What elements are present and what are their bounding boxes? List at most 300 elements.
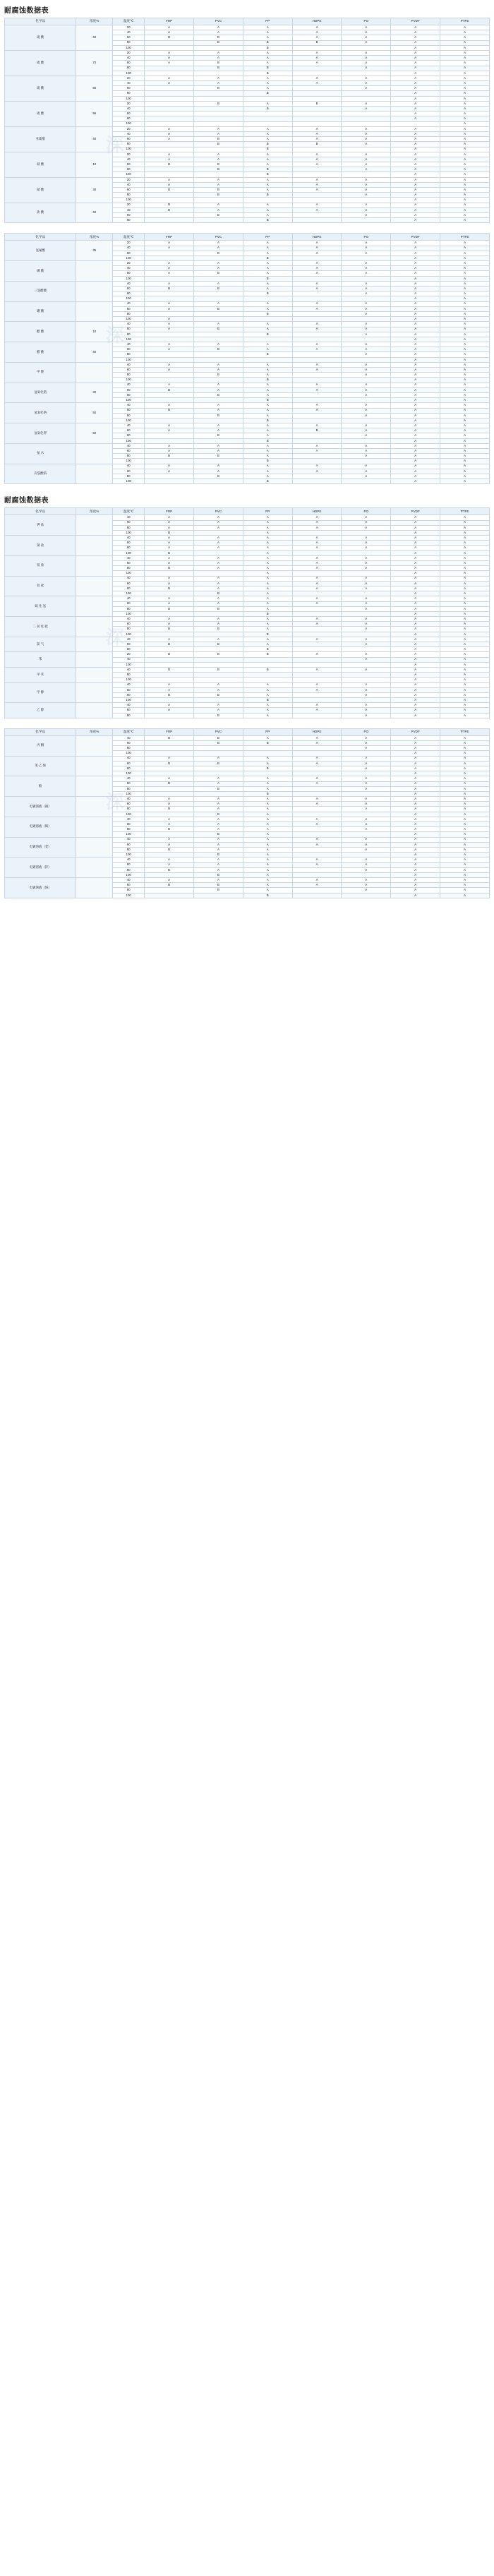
resistance-cell: B <box>194 271 243 276</box>
resistance-cell: A <box>342 867 391 872</box>
table-row <box>5 555 490 560</box>
resistance-cell: B <box>243 479 292 484</box>
resistance-cell: A <box>145 857 194 862</box>
resistance-cell: A <box>391 261 440 266</box>
resistance-cell <box>292 632 342 637</box>
resistance-cell: A <box>243 591 292 596</box>
resistance-cell: A <box>342 50 391 55</box>
section-table-1 <box>0 4 494 223</box>
resistance-cell <box>292 86 342 91</box>
temperature-value: 100 <box>113 791 145 796</box>
resistance-cell <box>194 632 243 637</box>
resistance-cell: A <box>391 332 440 337</box>
temperature-value: 60 <box>113 781 145 786</box>
resistance-cell: A <box>243 812 292 817</box>
resistance-cell: A <box>342 692 391 697</box>
temperature-value: 100 <box>113 147 145 152</box>
table-row <box>5 443 490 448</box>
resistance-cell: A <box>342 566 391 571</box>
resistance-cell <box>342 832 391 837</box>
resistance-cell <box>292 673 342 678</box>
concentration-value <box>76 617 113 637</box>
resistance-cell: A <box>342 657 391 662</box>
resistance-cell: A <box>440 627 490 632</box>
resistance-cell: A <box>391 311 440 316</box>
resistance-cell: A <box>292 403 342 408</box>
resistance-cell: A <box>342 251 391 255</box>
resistance-cell: A <box>440 147 490 152</box>
concentration-value <box>76 596 113 617</box>
resistance-cell <box>292 611 342 616</box>
temperature-value: 40 <box>113 576 145 581</box>
resistance-cell: A <box>391 373 440 378</box>
temperature-value: 40 <box>113 403 145 408</box>
resistance-cell <box>194 172 243 177</box>
resistance-cell: A <box>292 157 342 162</box>
resistance-cell: A <box>292 667 342 672</box>
resistance-cell: A <box>243 408 292 413</box>
resistance-cell: A <box>342 601 391 606</box>
resistance-cell <box>292 398 342 403</box>
resistance-cell: B <box>243 652 292 657</box>
resistance-cell: A <box>145 327 194 332</box>
resistance-cell: A <box>391 203 440 207</box>
resistance-cell: A <box>243 627 292 632</box>
resistance-cell <box>194 662 243 667</box>
resistance-cell: A <box>440 311 490 316</box>
temperature-value: 60 <box>113 162 145 167</box>
resistance-cell: A <box>243 862 292 867</box>
resistance-cell: A <box>243 756 292 761</box>
concentration-value <box>76 362 113 383</box>
resistance-cell: A <box>292 81 342 86</box>
resistance-cell: A <box>440 152 490 157</box>
resistance-cell: A <box>243 25 292 30</box>
resistance-cell: A <box>243 703 292 708</box>
resistance-cell <box>292 167 342 172</box>
resistance-cell <box>243 771 292 776</box>
table-row <box>5 596 490 601</box>
resistance-cell: A <box>391 387 440 392</box>
resistance-cell: B <box>243 291 292 296</box>
resistance-cell <box>292 373 342 378</box>
resistance-cell <box>145 311 194 316</box>
temperature-value: 40 <box>113 596 145 601</box>
column-header-6: HDPE <box>292 508 342 515</box>
resistance-cell: A <box>342 61 391 66</box>
resistance-cell: A <box>243 30 292 35</box>
resistance-cell: A <box>342 188 391 193</box>
resistance-cell: A <box>292 776 342 781</box>
column-header-8: PVDF <box>391 508 440 515</box>
resistance-cell: B <box>194 347 243 352</box>
resistance-cell: A <box>440 479 490 484</box>
resistance-cell: A <box>440 657 490 662</box>
resistance-cell: A <box>145 428 194 433</box>
concentration-value: 40 <box>76 203 113 223</box>
temperature-value: 40 <box>113 617 145 622</box>
resistance-cell: A <box>194 203 243 207</box>
resistance-cell: A <box>391 698 440 703</box>
resistance-cell <box>243 198 292 203</box>
resistance-cell: A <box>292 708 342 713</box>
resistance-cell: A <box>243 261 292 266</box>
resistance-cell: A <box>342 291 391 296</box>
chemical-name: 醋 酸 <box>5 342 76 363</box>
resistance-cell: A <box>440 454 490 459</box>
resistance-cell: A <box>342 822 391 827</box>
resistance-cell: A <box>342 76 391 80</box>
temperature-value: 60 <box>113 271 145 276</box>
resistance-cell: A <box>391 35 440 40</box>
resistance-cell: A <box>342 561 391 566</box>
resistance-cell: A <box>391 255 440 260</box>
resistance-cell <box>243 746 292 751</box>
resistance-cell: A <box>243 368 292 373</box>
resistance-cell: A <box>440 632 490 637</box>
resistance-cell: A <box>145 576 194 581</box>
resistance-cell: A <box>145 837 194 842</box>
resistance-cell: A <box>342 203 391 207</box>
temperature-value: 60 <box>113 883 145 888</box>
resistance-cell <box>292 337 342 342</box>
resistance-cell: A <box>194 576 243 581</box>
resistance-cell: A <box>391 822 440 827</box>
resistance-cell <box>145 101 194 106</box>
resistance-cell: A <box>145 126 194 131</box>
temperature-value: 80 <box>113 474 145 479</box>
resistance-cell: A <box>342 137 391 142</box>
resistance-cell: A <box>391 703 440 708</box>
resistance-cell: A <box>342 586 391 591</box>
temperature-value: 60 <box>113 251 145 255</box>
temperature-value: 40 <box>113 555 145 560</box>
resistance-cell: A <box>292 862 342 867</box>
temperature-value: 60 <box>113 368 145 373</box>
resistance-cell: A <box>243 713 292 718</box>
resistance-cell: A <box>342 408 391 413</box>
resistance-cell <box>145 766 194 771</box>
resistance-cell: A <box>145 137 194 142</box>
resistance-cell: A <box>342 617 391 622</box>
resistance-cell: A <box>440 591 490 596</box>
resistance-cell: A <box>391 746 440 751</box>
resistance-cell <box>292 352 342 357</box>
resistance-cell: B <box>243 647 292 652</box>
chemical-name: 电镀溶液（锌） <box>5 857 76 878</box>
resistance-cell: A <box>243 281 292 286</box>
resistance-cell: A <box>292 525 342 530</box>
resistance-cell: B <box>243 766 292 771</box>
resistance-cell: A <box>292 449 342 454</box>
temperature-value: 20 <box>113 76 145 80</box>
resistance-cell: B <box>145 652 194 657</box>
resistance-cell: A <box>292 251 342 255</box>
resistance-cell: A <box>391 530 440 535</box>
resistance-cell <box>145 276 194 281</box>
resistance-cell: A <box>243 761 292 766</box>
resistance-cell: B <box>194 40 243 45</box>
resistance-cell: A <box>243 266 292 271</box>
resistance-cell: A <box>391 152 440 157</box>
resistance-cell: A <box>145 362 194 367</box>
temperature-value: 60 <box>113 642 145 647</box>
resistance-cell <box>145 713 194 718</box>
concentration-value: 50 <box>76 403 113 423</box>
table-row <box>5 776 490 781</box>
resistance-cell: A <box>243 86 292 91</box>
resistance-cell: A <box>292 878 342 883</box>
resistance-cell: B <box>145 807 194 812</box>
temperature-value: 100 <box>113 678 145 682</box>
resistance-cell: A <box>342 687 391 692</box>
resistance-cell: A <box>243 687 292 692</box>
resistance-cell: A <box>342 449 391 454</box>
resistance-cell: A <box>243 212 292 217</box>
resistance-cell: B <box>145 781 194 786</box>
resistance-cell: A <box>342 781 391 786</box>
column-header-3: FRP <box>145 728 194 735</box>
resistance-cell: A <box>194 177 243 182</box>
resistance-cell: A <box>342 708 391 713</box>
resistance-cell: A <box>440 687 490 692</box>
resistance-cell: A <box>292 131 342 136</box>
resistance-cell <box>342 337 391 342</box>
resistance-cell: A <box>391 827 440 832</box>
resistance-cell: A <box>194 182 243 187</box>
resistance-cell: A <box>342 596 391 601</box>
resistance-cell <box>145 142 194 147</box>
resistance-cell: A <box>292 301 342 306</box>
resistance-cell <box>342 479 391 484</box>
temperature-value: 80 <box>113 827 145 832</box>
temperature-value: 60 <box>113 802 145 807</box>
column-header-8: PVDF <box>391 728 440 735</box>
resistance-cell: A <box>342 301 391 306</box>
resistance-cell <box>292 296 342 301</box>
resistance-cell <box>145 45 194 50</box>
column-header-1: 浓度% <box>76 728 113 735</box>
resistance-cell: A <box>342 81 391 86</box>
column-header-9: PTFE <box>440 18 490 25</box>
column-header-4: PVC <box>194 18 243 25</box>
temperature-value: 60 <box>113 822 145 827</box>
resistance-cell <box>145 413 194 418</box>
resistance-cell: A <box>145 862 194 867</box>
chemical-name: 硝 酸 <box>5 152 76 177</box>
resistance-cell: A <box>440 713 490 718</box>
resistance-cell: A <box>292 56 342 61</box>
resistance-cell: A <box>145 776 194 781</box>
temperature-value: 100 <box>113 418 145 423</box>
temperature-value: 40 <box>113 515 145 520</box>
resistance-cell: A <box>440 193 490 198</box>
resistance-cell: A <box>194 827 243 832</box>
resistance-cell <box>145 771 194 776</box>
temperature-value: 40 <box>113 857 145 862</box>
temperature-value: 60 <box>113 842 145 847</box>
resistance-cell: A <box>292 601 342 606</box>
resistance-cell <box>145 112 194 116</box>
resistance-cell: A <box>440 520 490 525</box>
temperature-value: 60 <box>113 520 145 525</box>
resistance-cell: A <box>440 883 490 888</box>
resistance-cell <box>145 746 194 751</box>
temperature-value: 60 <box>113 86 145 91</box>
resistance-cell: A <box>342 56 391 61</box>
resistance-cell: B <box>194 652 243 657</box>
resistance-cell: A <box>292 25 342 30</box>
concentration-value <box>76 797 113 817</box>
resistance-cell: A <box>440 469 490 474</box>
resistance-cell: A <box>342 433 391 438</box>
resistance-cell: A <box>440 550 490 555</box>
column-header-3: FRP <box>145 234 194 241</box>
resistance-cell: A <box>391 281 440 286</box>
resistance-cell: A <box>391 126 440 131</box>
resistance-cell <box>342 678 391 682</box>
resistance-cell: B <box>194 761 243 766</box>
resistance-cell: A <box>145 469 194 474</box>
resistance-cell: A <box>440 218 490 223</box>
temperature-value: 80 <box>113 888 145 893</box>
resistance-cell <box>391 121 440 126</box>
resistance-cell: B <box>243 167 292 172</box>
resistance-cell: A <box>391 433 440 438</box>
resistance-cell: A <box>342 862 391 867</box>
resistance-cell: A <box>440 735 490 740</box>
resistance-cell: A <box>391 107 440 112</box>
resistance-cell: A <box>391 878 440 883</box>
resistance-cell <box>194 746 243 751</box>
resistance-cell <box>292 413 342 418</box>
temperature-value: 60 <box>113 687 145 692</box>
resistance-cell: A <box>391 541 440 546</box>
temperature-value: 60 <box>113 561 145 566</box>
resistance-cell: A <box>243 576 292 581</box>
resistance-cell: A <box>342 131 391 136</box>
temperature-value: 100 <box>113 662 145 667</box>
resistance-cell: B <box>292 40 342 45</box>
column-header-2: 温度℃ <box>113 18 145 25</box>
resistance-cell: A <box>145 802 194 807</box>
resistance-cell: A <box>440 857 490 862</box>
chemical-name: 电镀溶液（镍） <box>5 817 76 837</box>
resistance-cell: A <box>440 611 490 616</box>
concentration-value: 30 <box>76 177 113 203</box>
resistance-cell: A <box>391 317 440 322</box>
resistance-cell: A <box>292 622 342 627</box>
resistance-cell: B <box>243 66 292 71</box>
resistance-cell: A <box>194 157 243 162</box>
resistance-cell: A <box>243 776 292 781</box>
resistance-cell: A <box>194 781 243 786</box>
resistance-cell: A <box>440 362 490 367</box>
resistance-cell <box>145 193 194 198</box>
resistance-cell: A <box>391 647 440 652</box>
resistance-cell: A <box>194 802 243 807</box>
chemical-name: 电镀溶液（铜） <box>5 797 76 817</box>
temperature-value: 100 <box>113 893 145 898</box>
resistance-cell: A <box>391 687 440 692</box>
temperature-value: 20 <box>113 101 145 106</box>
resistance-cell: B <box>243 91 292 96</box>
resistance-cell <box>145 357 194 362</box>
resistance-cell <box>145 418 194 423</box>
resistance-cell <box>292 766 342 771</box>
resistance-cell <box>292 872 342 877</box>
resistance-cell: A <box>391 617 440 622</box>
resistance-cell <box>342 632 391 637</box>
resistance-cell: B <box>194 188 243 193</box>
resistance-cell: A <box>243 561 292 566</box>
resistance-cell: A <box>391 847 440 852</box>
chemical-name: 硫 酸 <box>5 76 76 101</box>
resistance-cell <box>145 812 194 817</box>
resistance-cell: B <box>243 459 292 464</box>
resistance-cell: A <box>391 25 440 30</box>
resistance-cell: B <box>194 327 243 332</box>
resistance-cell: A <box>292 61 342 66</box>
resistance-cell: A <box>391 241 440 246</box>
resistance-cell: A <box>391 342 440 347</box>
resistance-cell <box>292 847 342 852</box>
resistance-cell: A <box>243 853 292 857</box>
temperature-value: 20 <box>113 152 145 157</box>
resistance-cell: A <box>145 423 194 428</box>
temperature-value: 80 <box>113 311 145 316</box>
concentration-value <box>76 555 113 576</box>
chemical-name: 磷 酸 <box>5 261 76 282</box>
resistance-cell: B <box>194 306 243 311</box>
resistance-cell: A <box>440 142 490 147</box>
resistance-cell: A <box>391 555 440 560</box>
column-header-0: 化学品 <box>5 508 76 515</box>
resistance-cell: A <box>145 637 194 642</box>
resistance-cell: A <box>292 246 342 251</box>
resistance-cell: A <box>391 741 440 746</box>
resistance-cell: B <box>194 454 243 459</box>
resistance-cell: A <box>440 581 490 586</box>
table-row <box>5 837 490 842</box>
resistance-cell: A <box>194 867 243 872</box>
resistance-cell: B <box>145 735 194 740</box>
resistance-cell: A <box>292 464 342 469</box>
resistance-cell: A <box>194 566 243 571</box>
concentration-value <box>76 536 113 556</box>
resistance-cell: A <box>243 708 292 713</box>
resistance-cell <box>243 662 292 667</box>
column-header-9: PTFE <box>440 508 490 515</box>
resistance-cell: A <box>391 418 440 423</box>
table-row <box>5 652 490 657</box>
resistance-cell <box>194 291 243 296</box>
temperature-value: 60 <box>113 61 145 66</box>
resistance-cell: A <box>194 687 243 692</box>
resistance-cell: A <box>342 362 391 367</box>
resistance-cell: A <box>342 536 391 541</box>
resistance-cell: A <box>145 177 194 182</box>
temperature-value: 40 <box>113 667 145 672</box>
resistance-cell: A <box>243 76 292 80</box>
resistance-cell: A <box>440 342 490 347</box>
resistance-cell: A <box>342 261 391 266</box>
resistance-cell <box>145 337 194 342</box>
resistance-cell: A <box>145 617 194 622</box>
resistance-cell <box>194 647 243 652</box>
resistance-cell: A <box>342 842 391 847</box>
resistance-cell: A <box>440 536 490 541</box>
